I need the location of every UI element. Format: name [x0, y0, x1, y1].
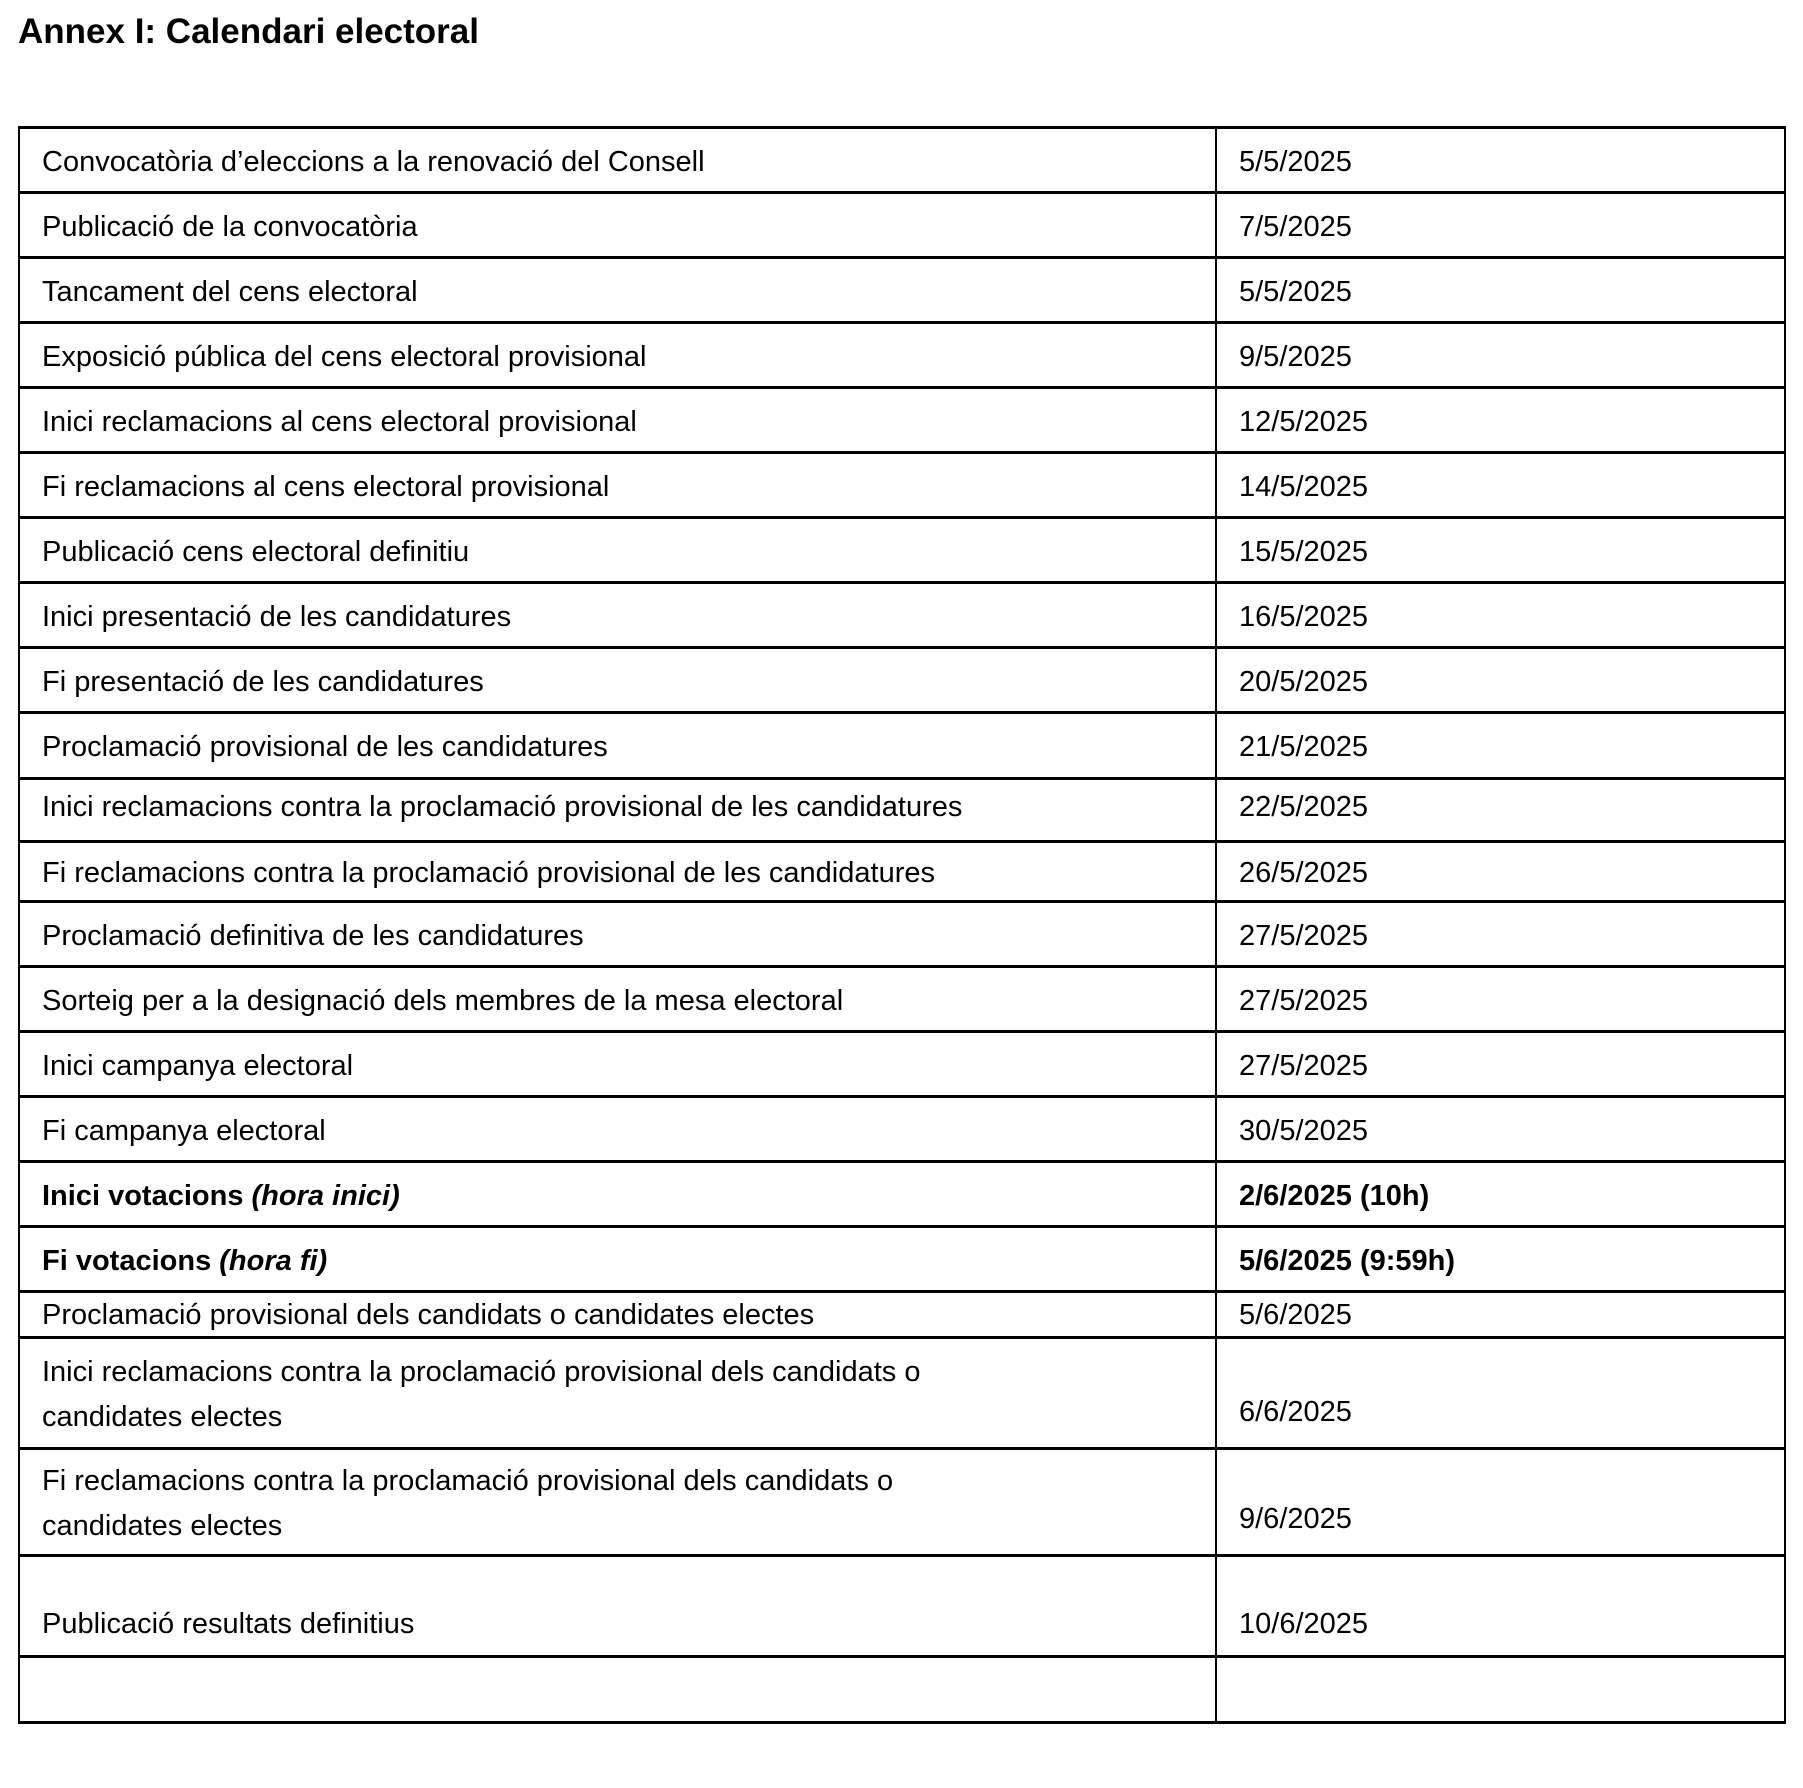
date-cell	[1216, 323, 1785, 388]
date-cell	[1216, 1227, 1785, 1292]
date-value: 21/5/2025	[1239, 731, 1369, 763]
date-cell	[1216, 388, 1785, 453]
table-row	[19, 779, 1785, 842]
event-label: Fi votacions	[42, 1244, 220, 1277]
date-cell	[1216, 713, 1785, 779]
event-label-italic: (hora inici)	[251, 1179, 400, 1212]
date-value: 5/5/2025	[1239, 275, 1352, 308]
event-cell	[19, 1227, 1216, 1292]
event-cell	[19, 902, 1216, 967]
event-label: Publicació resultats definitius	[42, 1608, 415, 1640]
table-row	[19, 453, 1785, 518]
date-value: 14/5/2025	[1239, 470, 1369, 503]
event-cell	[19, 1162, 1216, 1227]
date-value: 2/6/2025 (10h)	[1239, 1179, 1430, 1212]
date-cell	[1216, 518, 1785, 583]
table-row	[19, 518, 1785, 583]
event-label: Proclamació definitiva de les candidatures	[42, 919, 584, 952]
event-cell	[19, 1097, 1216, 1162]
date-cell	[1216, 1097, 1785, 1162]
event-label-line2: candidates electes	[42, 1400, 283, 1433]
event-label: Proclamació provisional dels candidats o candidates electes	[42, 1298, 815, 1331]
page-title: Annex I: Calendari electoral	[18, 12, 479, 51]
table-row	[19, 842, 1785, 902]
date-value: 10/6/2025	[1239, 1608, 1369, 1640]
date-cell	[1216, 967, 1785, 1032]
date-value: 7/5/2025	[1239, 210, 1352, 243]
date-cell	[1216, 1338, 1785, 1449]
event-cell	[19, 648, 1216, 713]
event-cell	[19, 779, 1216, 842]
event-label: Inici reclamacions contra la proclamació provisional dels candidats o	[42, 1355, 921, 1388]
event-label: Inici votacions	[42, 1179, 252, 1212]
event-label: Sorteig per a la designació dels membres de la mesa electoral	[42, 984, 844, 1017]
table-row	[19, 583, 1785, 648]
date-value: 15/5/2025	[1239, 535, 1369, 568]
date-value: 5/5/2025	[1239, 145, 1352, 178]
date-value: 6/6/2025	[1239, 1396, 1352, 1428]
date-value: 27/5/2025	[1239, 1049, 1369, 1082]
event-cell	[19, 323, 1216, 388]
event-label-line2: candidates electes	[42, 1509, 283, 1542]
event-cell	[19, 258, 1216, 323]
event-cell	[19, 128, 1216, 193]
event-label: Inici reclamacions al cens electoral provisional	[42, 405, 637, 438]
date-cell	[1216, 193, 1785, 258]
date-value: 16/5/2025	[1239, 600, 1369, 633]
table-row	[19, 1097, 1785, 1162]
date-value: 27/5/2025	[1239, 984, 1369, 1017]
date-value: 27/5/2025	[1239, 919, 1369, 952]
date-cell	[1216, 1449, 1785, 1556]
date-value: 5/6/2025	[1239, 1298, 1352, 1331]
table-body	[19, 128, 1785, 1723]
event-label: Fi campanya electoral	[42, 1114, 326, 1147]
event-cell	[19, 1449, 1216, 1556]
event-label: Fi reclamacions contra la proclamació provisional de les candidatures	[42, 857, 935, 889]
table-row	[19, 967, 1785, 1032]
event-label: Inici reclamacions contra la proclamació provisional de les candidatures	[42, 791, 963, 823]
table-row	[19, 902, 1785, 967]
date-value: 26/5/2025	[1239, 857, 1369, 889]
date-cell	[1216, 648, 1785, 713]
event-label-italic: (hora fi)	[219, 1244, 328, 1277]
date-cell	[1216, 1657, 1785, 1723]
date-cell	[1216, 902, 1785, 967]
event-label: Publicació cens electoral definitiu	[42, 535, 470, 568]
event-cell	[19, 583, 1216, 648]
date-cell	[1216, 128, 1785, 193]
table-row	[19, 1032, 1785, 1097]
date-cell	[1216, 779, 1785, 842]
date-value: 20/5/2025	[1239, 665, 1369, 698]
event-label: Convocatòria d’eleccions a la renovació del Consell	[42, 145, 705, 178]
table-row	[19, 1657, 1785, 1723]
date-cell	[1216, 1556, 1785, 1657]
event-cell	[19, 1292, 1216, 1338]
event-cell	[19, 1556, 1216, 1657]
date-value: 5/6/2025 (9:59h)	[1239, 1244, 1456, 1277]
table-row	[19, 713, 1785, 779]
event-cell	[19, 388, 1216, 453]
table-row	[19, 1162, 1785, 1227]
event-label: Inici presentació de les candidatures	[42, 600, 512, 633]
event-label: Fi reclamacions contra la proclamació provisional dels candidats o	[42, 1464, 894, 1497]
event-label: Fi reclamacions al cens electoral provisional	[42, 470, 610, 503]
table-row	[19, 193, 1785, 258]
table-row	[19, 323, 1785, 388]
date-value: 9/5/2025	[1239, 340, 1352, 373]
table-row	[19, 388, 1785, 453]
table-row	[19, 258, 1785, 323]
date-cell	[1216, 583, 1785, 648]
event-cell	[19, 967, 1216, 1032]
date-cell	[1216, 1032, 1785, 1097]
date-cell	[1216, 453, 1785, 518]
event-cell	[19, 1657, 1216, 1723]
table-row	[19, 1338, 1785, 1449]
event-cell	[19, 518, 1216, 583]
event-label: Proclamació provisional de les candidatures	[42, 731, 608, 763]
event-label: Publicació de la convocatòria	[42, 210, 418, 243]
electoral-calendar-table	[18, 126, 1786, 1724]
table-row	[19, 1556, 1785, 1657]
event-label: Tancament del cens electoral	[42, 275, 418, 308]
event-cell	[19, 713, 1216, 779]
event-cell	[19, 453, 1216, 518]
table-row	[19, 1292, 1785, 1338]
event-label: Inici campanya electoral	[42, 1049, 354, 1082]
date-value: 9/6/2025	[1239, 1503, 1352, 1535]
event-cell	[19, 842, 1216, 902]
date-value: 12/5/2025	[1239, 405, 1369, 438]
event-label: Exposició pública del cens electoral provisional	[42, 340, 647, 373]
date-cell	[1216, 1292, 1785, 1338]
event-label: Fi presentació de les candidatures	[42, 665, 484, 698]
event-cell	[19, 1032, 1216, 1097]
table-row	[19, 128, 1785, 193]
date-cell	[1216, 258, 1785, 323]
event-cell	[19, 193, 1216, 258]
table-row	[19, 1227, 1785, 1292]
date-cell	[1216, 1162, 1785, 1227]
event-cell	[19, 1338, 1216, 1449]
date-cell	[1216, 842, 1785, 902]
date-value: 22/5/2025	[1239, 791, 1369, 823]
table-row	[19, 648, 1785, 713]
table-row	[19, 1449, 1785, 1556]
date-value: 30/5/2025	[1239, 1114, 1369, 1147]
